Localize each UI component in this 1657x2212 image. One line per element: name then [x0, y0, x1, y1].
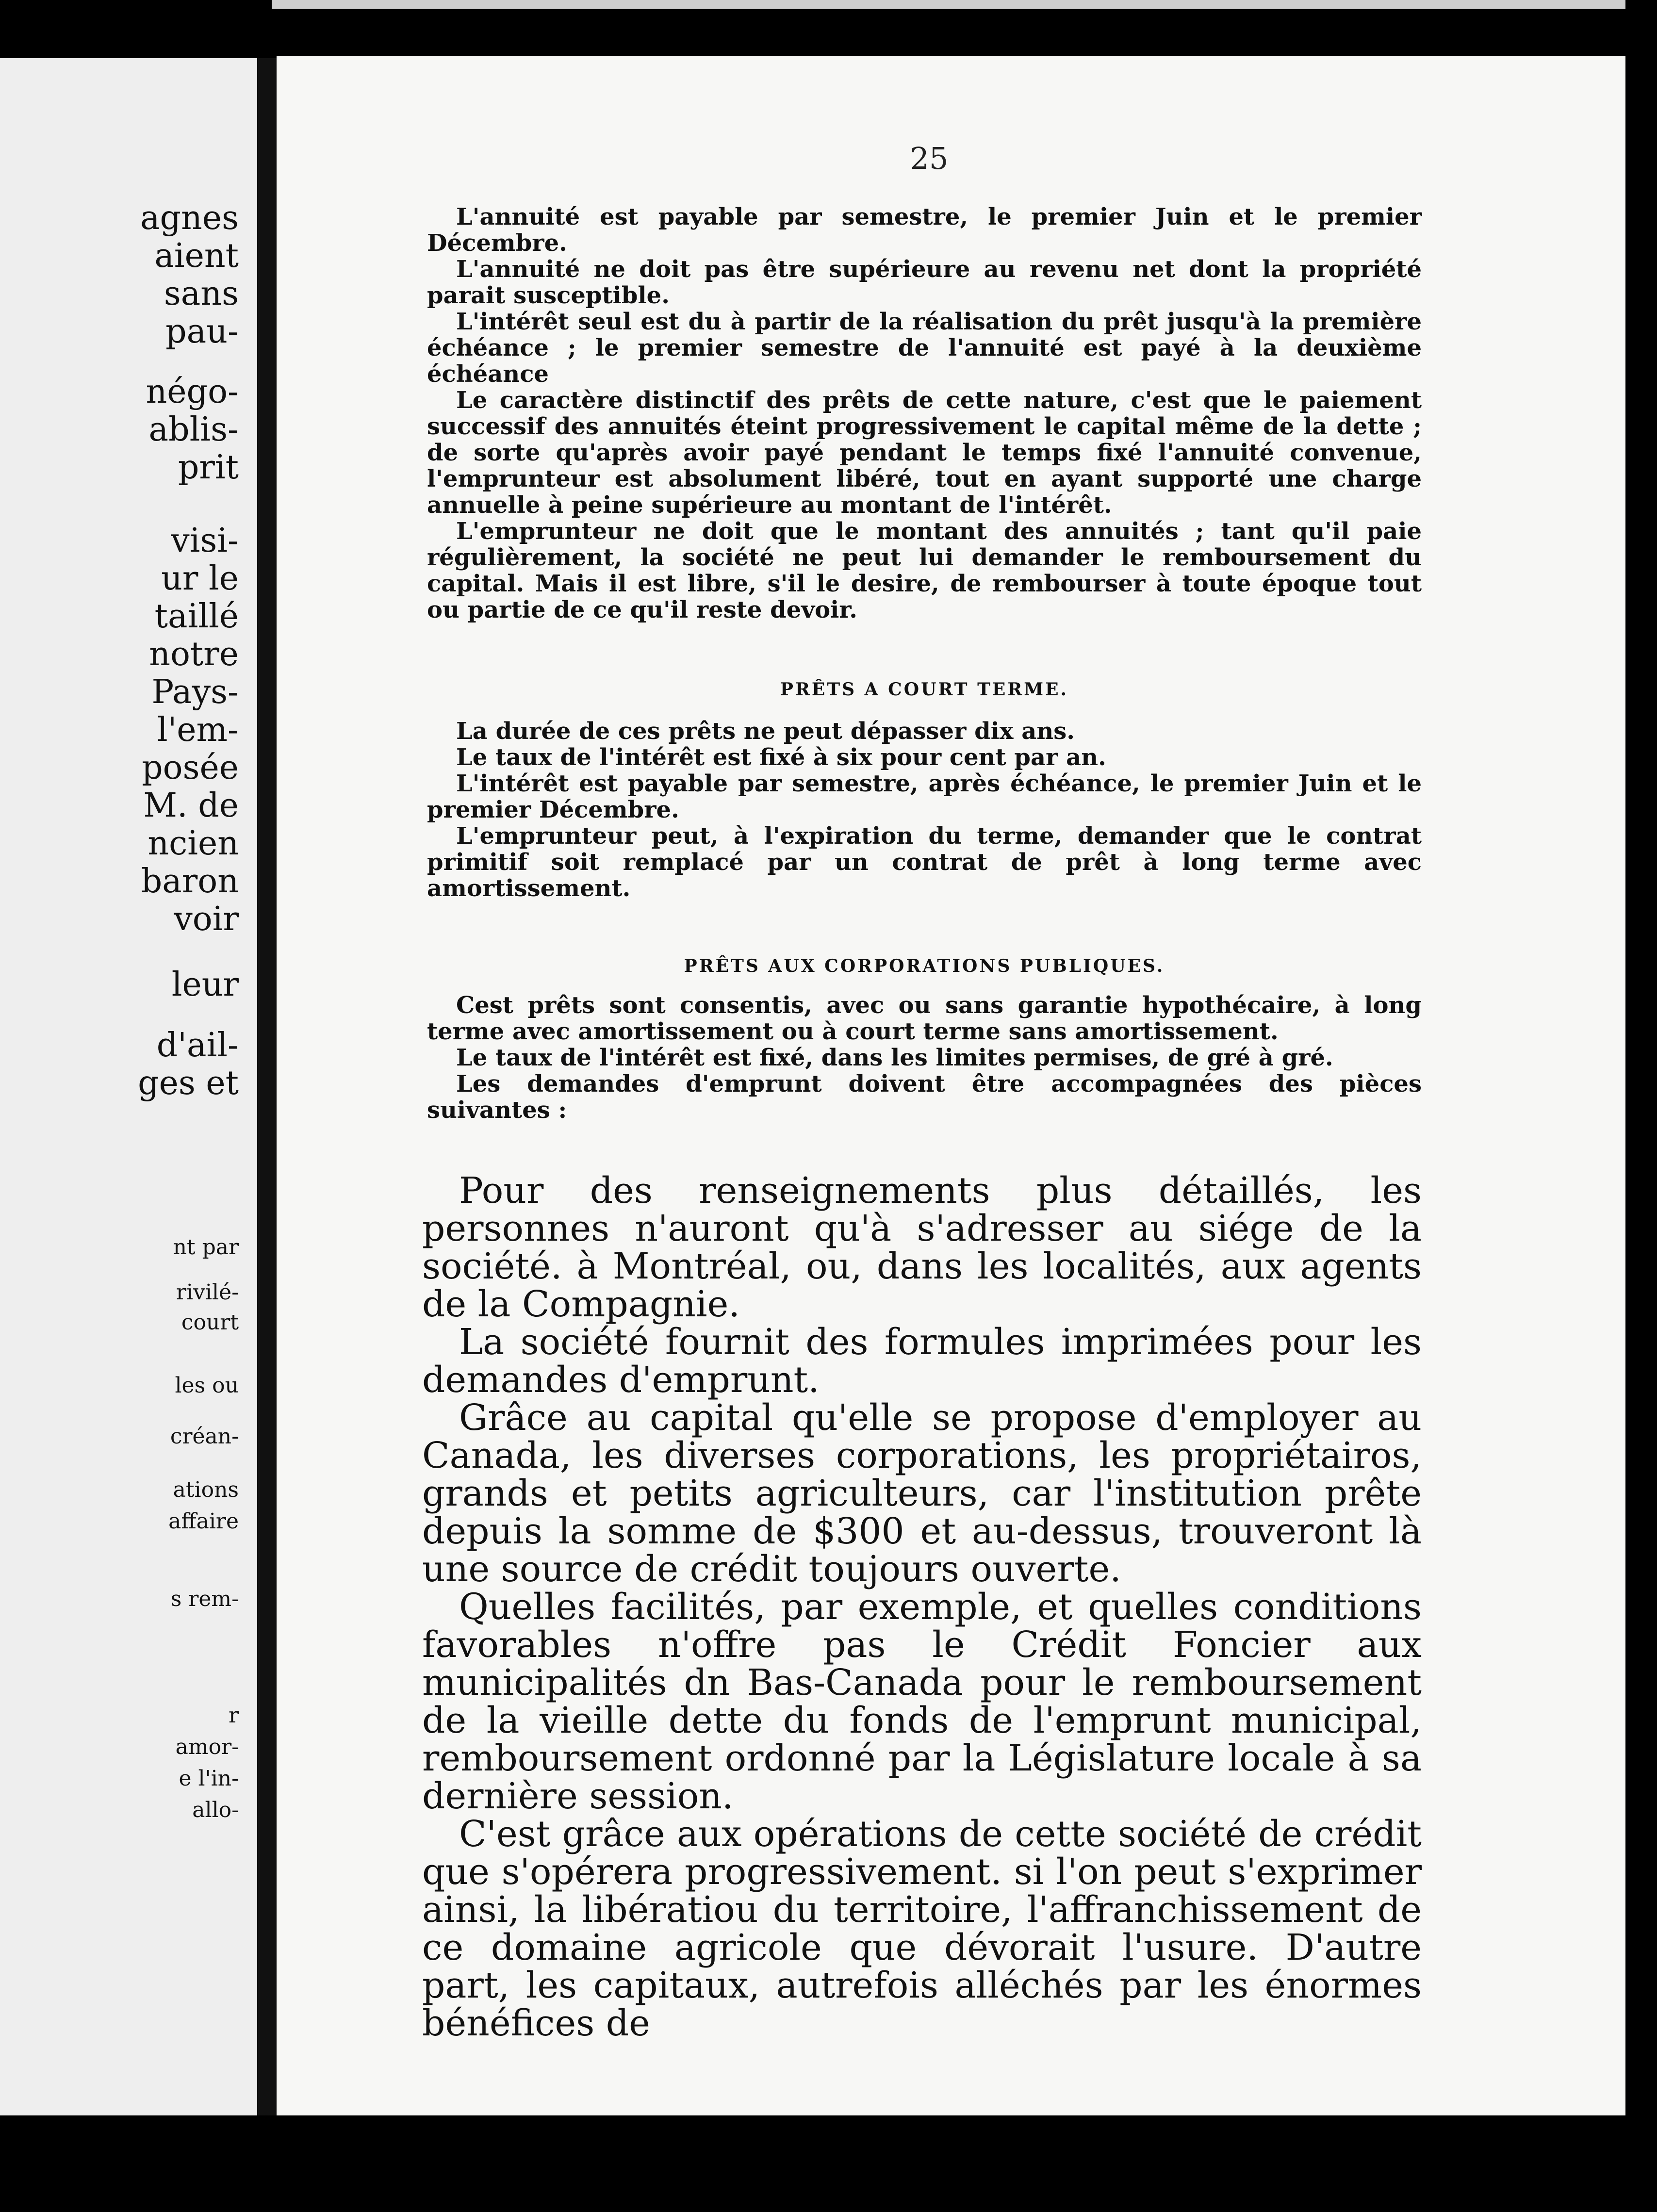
left-fragment: posée: [142, 749, 239, 787]
left-fragment: allo-: [192, 1798, 239, 1822]
left-fragment: l'em-: [157, 711, 239, 749]
scan-top-strip: [272, 0, 1657, 9]
left-fragment: ges et: [138, 1064, 239, 1102]
left-fragment: les ou: [175, 1373, 239, 1398]
left-fragment: sans: [164, 275, 239, 313]
left-fragment: notre: [149, 635, 239, 673]
paragraph: Grâce au capital qu'elle se propose d'employer au Canada, les diverses corporations, les propriétairos, grands et petits agriculteurs, car l'institution prête depuis la somme de $300 et au-dessus, trouveront là une source de crédit toujours ouverte.: [422, 1397, 1422, 1590]
page: [277, 56, 1625, 2115]
paragraph: L'annuité ne doit pas être supérieure au revenu net dont la propriété parait susceptible.: [427, 256, 1422, 309]
left-fragment: ablis-: [148, 410, 239, 449]
scan-top-border: [0, 0, 1657, 58]
left-fragment: ncien: [148, 824, 239, 863]
left-fragment: baron: [141, 862, 239, 901]
left-fragment: ur le: [161, 559, 239, 598]
paragraph: L'annuité est payable par semestre, le premier Juin et le premier Décembre.: [427, 203, 1422, 257]
left-fragment: r: [228, 1703, 239, 1728]
paragraph: Le caractère distinctif des prêts de cette nature, c'est que le paiement successif des annuités éteint progressivement le capital même de la dette ; de sorte qu'après avoir payé pendant le temps fixé l'annuité convenue, l'emprunteur est absolument libéré, tout en ayant supporté une charge annuelle à peine supérieure au montant de l'intérêt.: [427, 387, 1422, 519]
left-fragment: négo-: [146, 373, 239, 411]
left-fragment: ations: [173, 1477, 239, 1502]
book-gutter: [257, 58, 277, 2115]
paragraph: L'intérêt seul est du à partir de la réalisation du prêt jusqu'à la première échéance ; le premier semestre de l'annuité est payé à la deuxième échéance: [427, 308, 1422, 388]
paragraph: L'intérêt est payable par semestre, après échéance, le premier Juin et le premier Décembre.: [427, 770, 1422, 823]
left-fragment: aient: [154, 237, 239, 275]
left-fragment: agnes: [140, 199, 239, 237]
left-fragment: affaire: [168, 1509, 239, 1534]
left-fragment: pau-: [165, 312, 239, 351]
paragraph: Les demandes d'emprunt doivent être accompagnées des pièces suivantes :: [427, 1070, 1422, 1124]
left-fragment: amor-: [175, 1735, 239, 1759]
scan-right-border: [1625, 0, 1657, 2212]
left-fragment: s rem-: [170, 1587, 239, 1611]
paragraph: C'est grâce aux opérations de cette société de crédit que s'opérera progressivement. si l'on peut s'exprimer ainsi, la libératiou du territoire, l'affranchissement de ce domaine agricole que dévorait l'usure. D'autre part, les capitaux, autrefois alléchés par les énormes bénéfices de: [422, 1813, 1422, 2044]
left-fragment: M. de: [143, 786, 239, 825]
section-heading-short-term: PRÊTS A COURT TERME.: [780, 679, 1069, 700]
main-body: [422, 1172, 1422, 2042]
left-fragment: e l'in-: [179, 1766, 239, 1791]
annuity-terms: [427, 204, 1422, 623]
left-fragment: d'ail-: [156, 1026, 239, 1065]
paragraph: Cest prêts sont consentis, avec ou sans garantie hypothécaire, à long terme avec amortissement ou à court terme sans amortissement.: [427, 992, 1422, 1045]
left-fragment: créan-: [170, 1424, 239, 1449]
page-number: 25: [910, 141, 949, 176]
paragraph: Le taux de l'intérêt est fixé, dans les limites permises, de gré à gré.: [456, 1044, 1333, 1071]
paragraph: Le taux de l'intérêt est fixé à six pour cent par an.: [456, 744, 1106, 771]
paragraph: L'emprunteur ne doit que le montant des annuités ; tant qu'il paie régulièrement, la société ne peut lui demander le remboursement du capital. Mais il est libre, s'il le desire, de rembourser à toute époque tout ou partie de ce qu'il reste devoir.: [427, 518, 1422, 623]
left-fragment: leur: [171, 966, 239, 1004]
scan-bottom-border: [0, 2115, 1657, 2212]
paragraph: La durée de ces prêts ne peut dépasser dix ans.: [456, 718, 1075, 745]
paragraph: Quelles facilités, par exemple, et quelles conditions favorables n'offre pas le Crédit Foncier aux municipalités dn Bas-Canada pour le remboursement de la vieille dette du fonds de l'emprunt municipal, remboursement ordonné par la Législature locale à sa dernière session.: [422, 1586, 1422, 1817]
left-fragment: Pays-: [151, 673, 239, 711]
short-term-terms: [427, 718, 1422, 901]
corporation-terms: [427, 992, 1422, 1123]
left-facing-page: [0, 58, 257, 2115]
section-heading-corporations: PRÊTS AUX CORPORATIONS PUBLIQUES.: [684, 956, 1165, 976]
left-fragment: taillé: [154, 597, 239, 636]
left-fragment: prit: [178, 448, 239, 487]
paragraph: L'emprunteur peut, à l'expiration du terme, demander que le contrat primitif soit remplacé par un contrat de prêt à long terme avec amortissement.: [427, 822, 1422, 902]
left-fragment: voir: [174, 900, 239, 938]
left-fragment: court: [181, 1310, 239, 1335]
paragraph: La société fournit des formules imprimées pour les demandes d'emprunt.: [422, 1321, 1422, 1401]
left-fragment: visi-: [171, 522, 239, 560]
paragraph: Pour des renseignements plus détaillés, les personnes n'auront qu'à s'adresser au siége de la société. à Montréal, ou, dans les localités, aux agents de la Compagnie.: [422, 1170, 1422, 1325]
left-fragment: nt par: [173, 1235, 239, 1260]
left-fragment: rivilé-: [176, 1280, 239, 1305]
